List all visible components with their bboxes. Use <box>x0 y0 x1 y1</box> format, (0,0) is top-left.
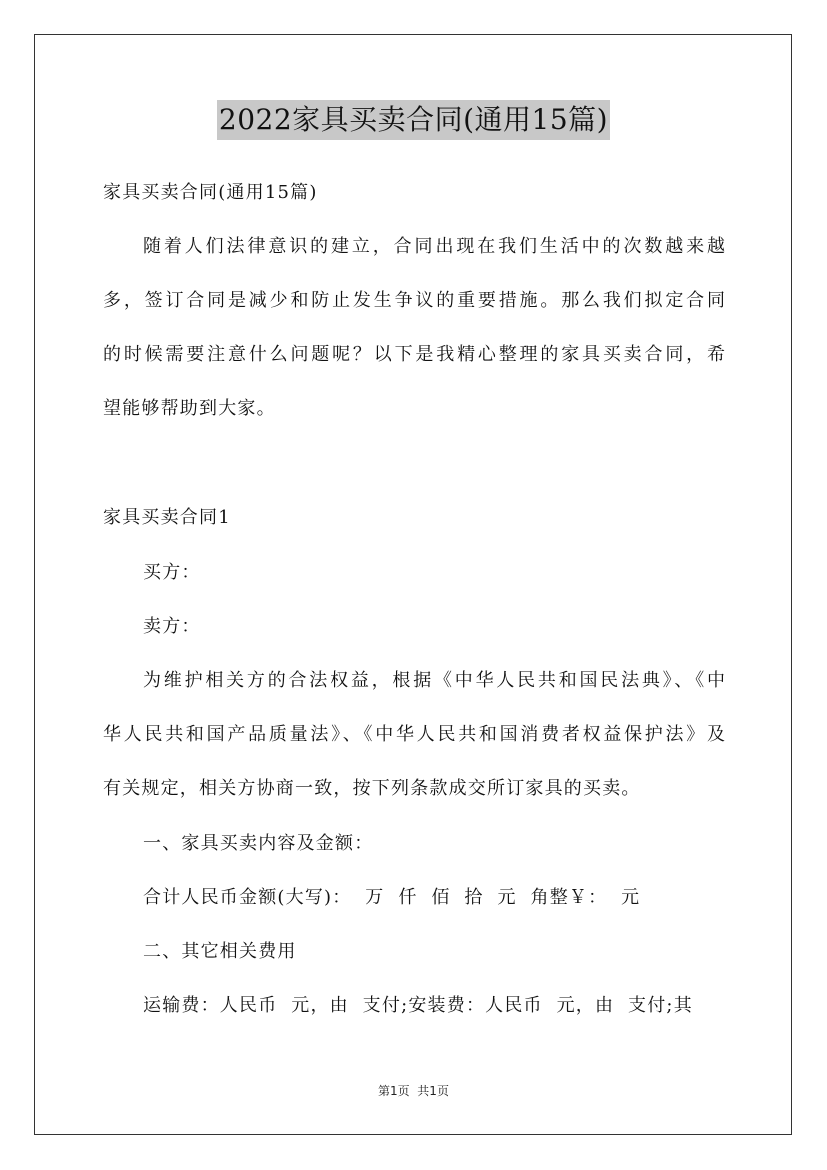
intro-line-3: 的时候需要注意什么问题呢？以下是我精心整理的家具买卖合同，希 <box>103 344 725 365</box>
intro-line-2: 多，签订合同是减少和防止发生争议的重要措施。那么我们拟定合同 <box>103 290 725 311</box>
document-title: 2022家具买卖合同(通用15篇) <box>217 100 610 140</box>
basis-line-1: 为维护相关方的合法权益，根据《中华人民共和国民法典》、《中 <box>143 670 725 691</box>
basis-line-3: 有关规定，相关方协商一致，按下列条款成交所订家具的买卖。 <box>103 778 641 799</box>
page-number-footer: 第1页 共1页 <box>378 1084 449 1098</box>
seller-label: 卖方： <box>143 616 201 637</box>
title-container <box>0 100 827 140</box>
amount-line: 合计人民币金额(大写)： 万 仟 佰 拾 元 角整￥： 元 <box>143 887 641 908</box>
buyer-label: 买方： <box>143 562 201 583</box>
document-subtitle: 家具买卖合同(通用15篇) <box>103 182 318 203</box>
clause-2-heading: 二、其它相关费用 <box>143 941 297 962</box>
section-heading: 家具买卖合同1 <box>103 507 231 528</box>
fees-line: 运输费：人民币 元，由 支付;安装费：人民币 元，由 支付;其 <box>143 995 693 1016</box>
basis-line-2: 华人民共和国产品质量法》、《中华人民共和国消费者权益保护法》及 <box>103 724 725 745</box>
intro-line-1: 随着人们法律意识的建立，合同出现在我们生活中的次数越来越 <box>143 236 725 257</box>
clause-1-heading: 一、家具买卖内容及金额： <box>143 833 374 854</box>
intro-line-4: 望能够帮助到大家。 <box>103 398 276 419</box>
